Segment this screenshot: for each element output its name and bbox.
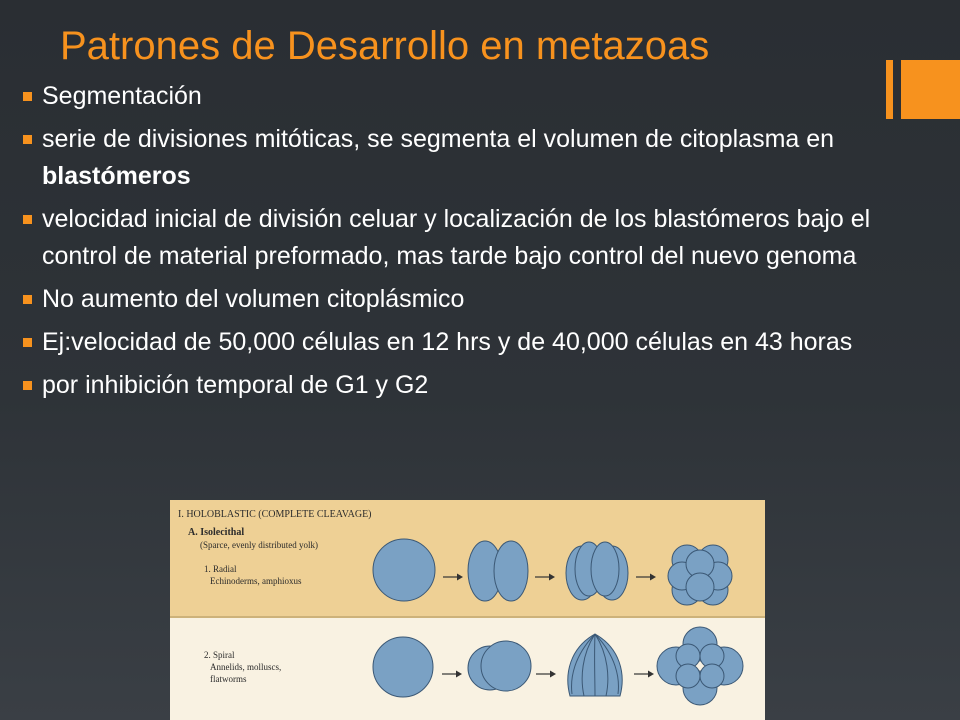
slide-title: Patrones de Desarrollo en metazoas — [60, 24, 710, 68]
bullet-text — [42, 121, 902, 195]
radial-four-cell-embryo — [562, 538, 632, 604]
radial-one-cell-embryo — [370, 536, 438, 604]
section-a-note: (Sparce, evenly distributed yolk) — [200, 540, 318, 550]
bullet-item — [22, 121, 902, 195]
bullet-text: Segmentación — [42, 82, 202, 110]
bullet-text-plain: serie de divisiones mitóticas, se segmenta el volumen de citoplasma en — [42, 125, 835, 153]
bullet-item — [22, 324, 902, 361]
bullet-text: No aumento del volumen citoplásmico — [42, 285, 465, 313]
bullet-text: velocidad inicial de división celuar y localización de los blastómeros bajo el control de material preformado, mas tarde bajo control del nuevo genoma — [42, 205, 871, 270]
square-bullet-icon — [23, 295, 32, 304]
figure-divider — [170, 616, 765, 618]
arrow-right-icon — [536, 665, 556, 683]
radial-label: 1. Radial — [204, 564, 237, 574]
bullet-item — [22, 281, 902, 318]
bullet-text: por inhibición temporal de G1 y G2 — [42, 371, 429, 399]
spiral-examples-line2: flatworms — [210, 674, 247, 684]
arrow-right-icon — [442, 665, 462, 683]
bullet-item — [22, 367, 902, 404]
figure-heading: I. HOLOBLASTIC (COMPLETE CLEAVAGE) — [178, 509, 372, 520]
square-bullet-icon — [23, 92, 32, 101]
spiral-one-cell-embryo — [370, 634, 436, 700]
bullet-item — [22, 201, 902, 275]
square-bullet-icon — [23, 135, 32, 144]
spiral-four-cell-embryo — [560, 630, 630, 702]
square-bullet-icon — [23, 215, 32, 224]
arrow-right-icon — [634, 665, 654, 683]
accent-bar-block — [901, 60, 960, 119]
spiral-examples-line1: Annelids, molluscs, — [210, 662, 282, 672]
bullet-text-bold: blastómeros — [42, 162, 191, 190]
arrow-right-icon — [535, 568, 555, 586]
bullet-text: Ej:velocidad de 50,000 células en 12 hrs y de 40,000 células en 43 horas — [42, 328, 853, 356]
square-bullet-icon — [23, 338, 32, 347]
spiral-eight-cell-embryo — [654, 626, 746, 708]
section-a-title: A. Isolecithal — [188, 527, 245, 538]
radial-examples: Echinoderms, amphioxus — [210, 576, 302, 586]
bullet-item — [22, 78, 902, 115]
square-bullet-icon — [23, 381, 32, 390]
spiral-two-cell-embryo — [466, 634, 532, 700]
radial-eight-cell-embryo — [664, 540, 736, 610]
cleavage-figure — [170, 500, 765, 720]
arrow-right-icon — [443, 568, 463, 586]
spiral-label: 2. Spiral — [204, 650, 235, 660]
arrow-right-icon — [636, 568, 656, 586]
radial-two-cell-embryo — [466, 538, 530, 604]
bullet-list — [22, 78, 902, 410]
